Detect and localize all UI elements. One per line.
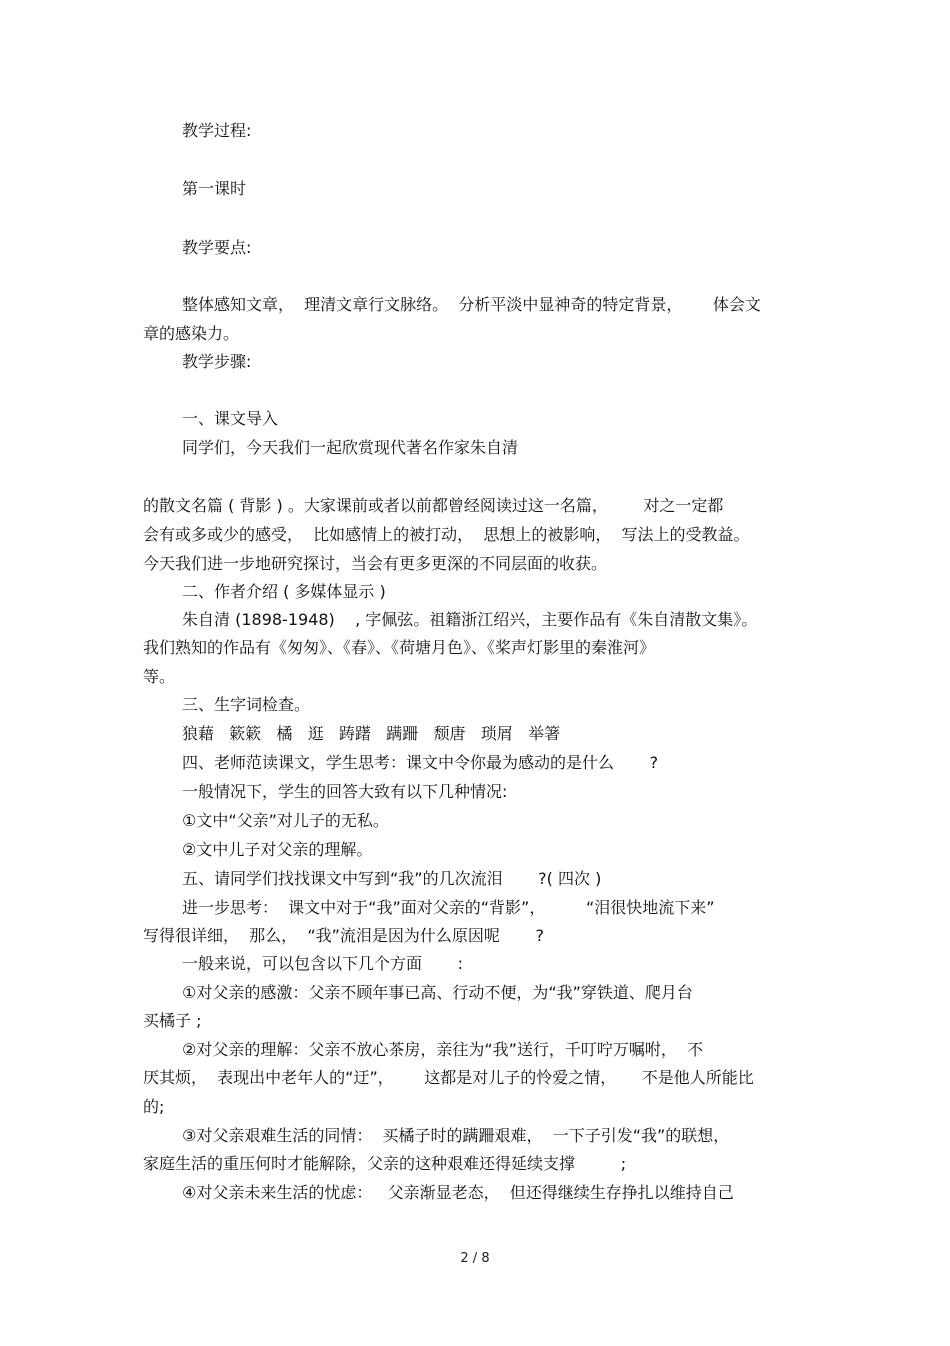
- text-line: 整体感知文章， 理清文章行文脉络。 分析平淡中显神奇的特定背景， 体会文: [182, 295, 761, 314]
- text-line: 章的感染力。: [143, 324, 240, 343]
- text-line: 今天我们进一步地研究探讨，当会有更多更深的不同层面的收获。: [143, 554, 608, 573]
- text-line: 教学过程:: [182, 121, 252, 140]
- text-line: 二、作者介绍 ( 多媒体显示 ): [182, 582, 386, 601]
- text-line: 家庭生活的重压何时才能解除，父亲的这种艰难还得延续支撑 ;: [143, 1154, 627, 1173]
- text-line: 进一步思考： 课文中对于“我”面对父亲的“背影”， “泪很快地流下来”: [182, 898, 715, 917]
- text-line: 会有或多或少的感受， 比如感情上的被打动， 思想上的被影响， 写法上的受教益。: [143, 525, 750, 544]
- text-line: ③对父亲艰难生活的同情： 买橘子时的蹒跚艰难， 一下子引发“我”的联想，: [182, 1126, 730, 1145]
- text-line: ②对父亲的理解：父亲不放心茶房，亲往为“我”送行，千叮咛万嘱咐， 不: [182, 1040, 704, 1059]
- text-line: 朱自清 (1898-1948) , 字佩弦。祖籍浙江绍兴，主要作品有《朱自清散文集》。: [182, 610, 758, 629]
- text-line: 我们熟知的作品有《匆匆》、《春》、《荷塘月色》、《桨声灯影里的秦淮河》: [143, 638, 656, 657]
- text-line: ④对父亲未来生活的忧虑： 父亲渐显老态， 但还得继续生存挣扎以维持自己: [182, 1183, 734, 1202]
- text-line: 厌其烦， 表现出中老年人的“迂”， 这都是对儿子的怜爱之情， 不是他人所能比: [143, 1068, 754, 1087]
- page-number: 2 / 8: [460, 1251, 490, 1266]
- text-line: ②文中儿子对父亲的理解。: [182, 840, 373, 859]
- text-line: 写得很详细， 那么， “我”流泪是因为什么原因呢 ?: [143, 926, 545, 945]
- text-line: 第一课时: [182, 179, 247, 198]
- text-line: 一般来说，可以包含以下几个方面 :: [182, 954, 463, 973]
- text-line: 同学们，今天我们一起欣赏现代著名作家朱自清: [182, 438, 519, 457]
- text-line: 四、老师范读课文，学生思考：课文中令你最为感动的是什么 ?: [182, 753, 659, 772]
- text-line: ①对父亲的感激：父亲不顾年事已高、行动不便，为“我”穿铁道、爬月台: [182, 983, 693, 1002]
- text-line: 三、生字词检查。: [182, 695, 311, 714]
- text-line: 的散文名篇 ( 背影 ) 。大家课前或者以前都曾经阅读过这一名篇， 对之一定都: [143, 496, 724, 515]
- text-line: 五、请同学们找找课文中写到“我”的几次流泪 ?( 四次 ): [182, 869, 602, 888]
- text-line: 教学要点:: [182, 238, 252, 257]
- text-line: 的;: [143, 1097, 165, 1116]
- text-line: 买橘子 ;: [143, 1011, 202, 1030]
- text-line: 一、课文导入: [182, 409, 279, 428]
- text-line: ①文中“父亲”对儿子的无私。: [182, 811, 389, 830]
- text-line: 教学步骤:: [182, 352, 252, 371]
- text-line: 狼藉 簌簌 橘 逛 踌躇 蹒跚 颓唐 琐屑 举箸: [182, 724, 561, 743]
- text-line: 等。: [143, 667, 176, 686]
- text-line: 一般情况下，学生的回答大致有以下几种情况:: [182, 782, 508, 801]
